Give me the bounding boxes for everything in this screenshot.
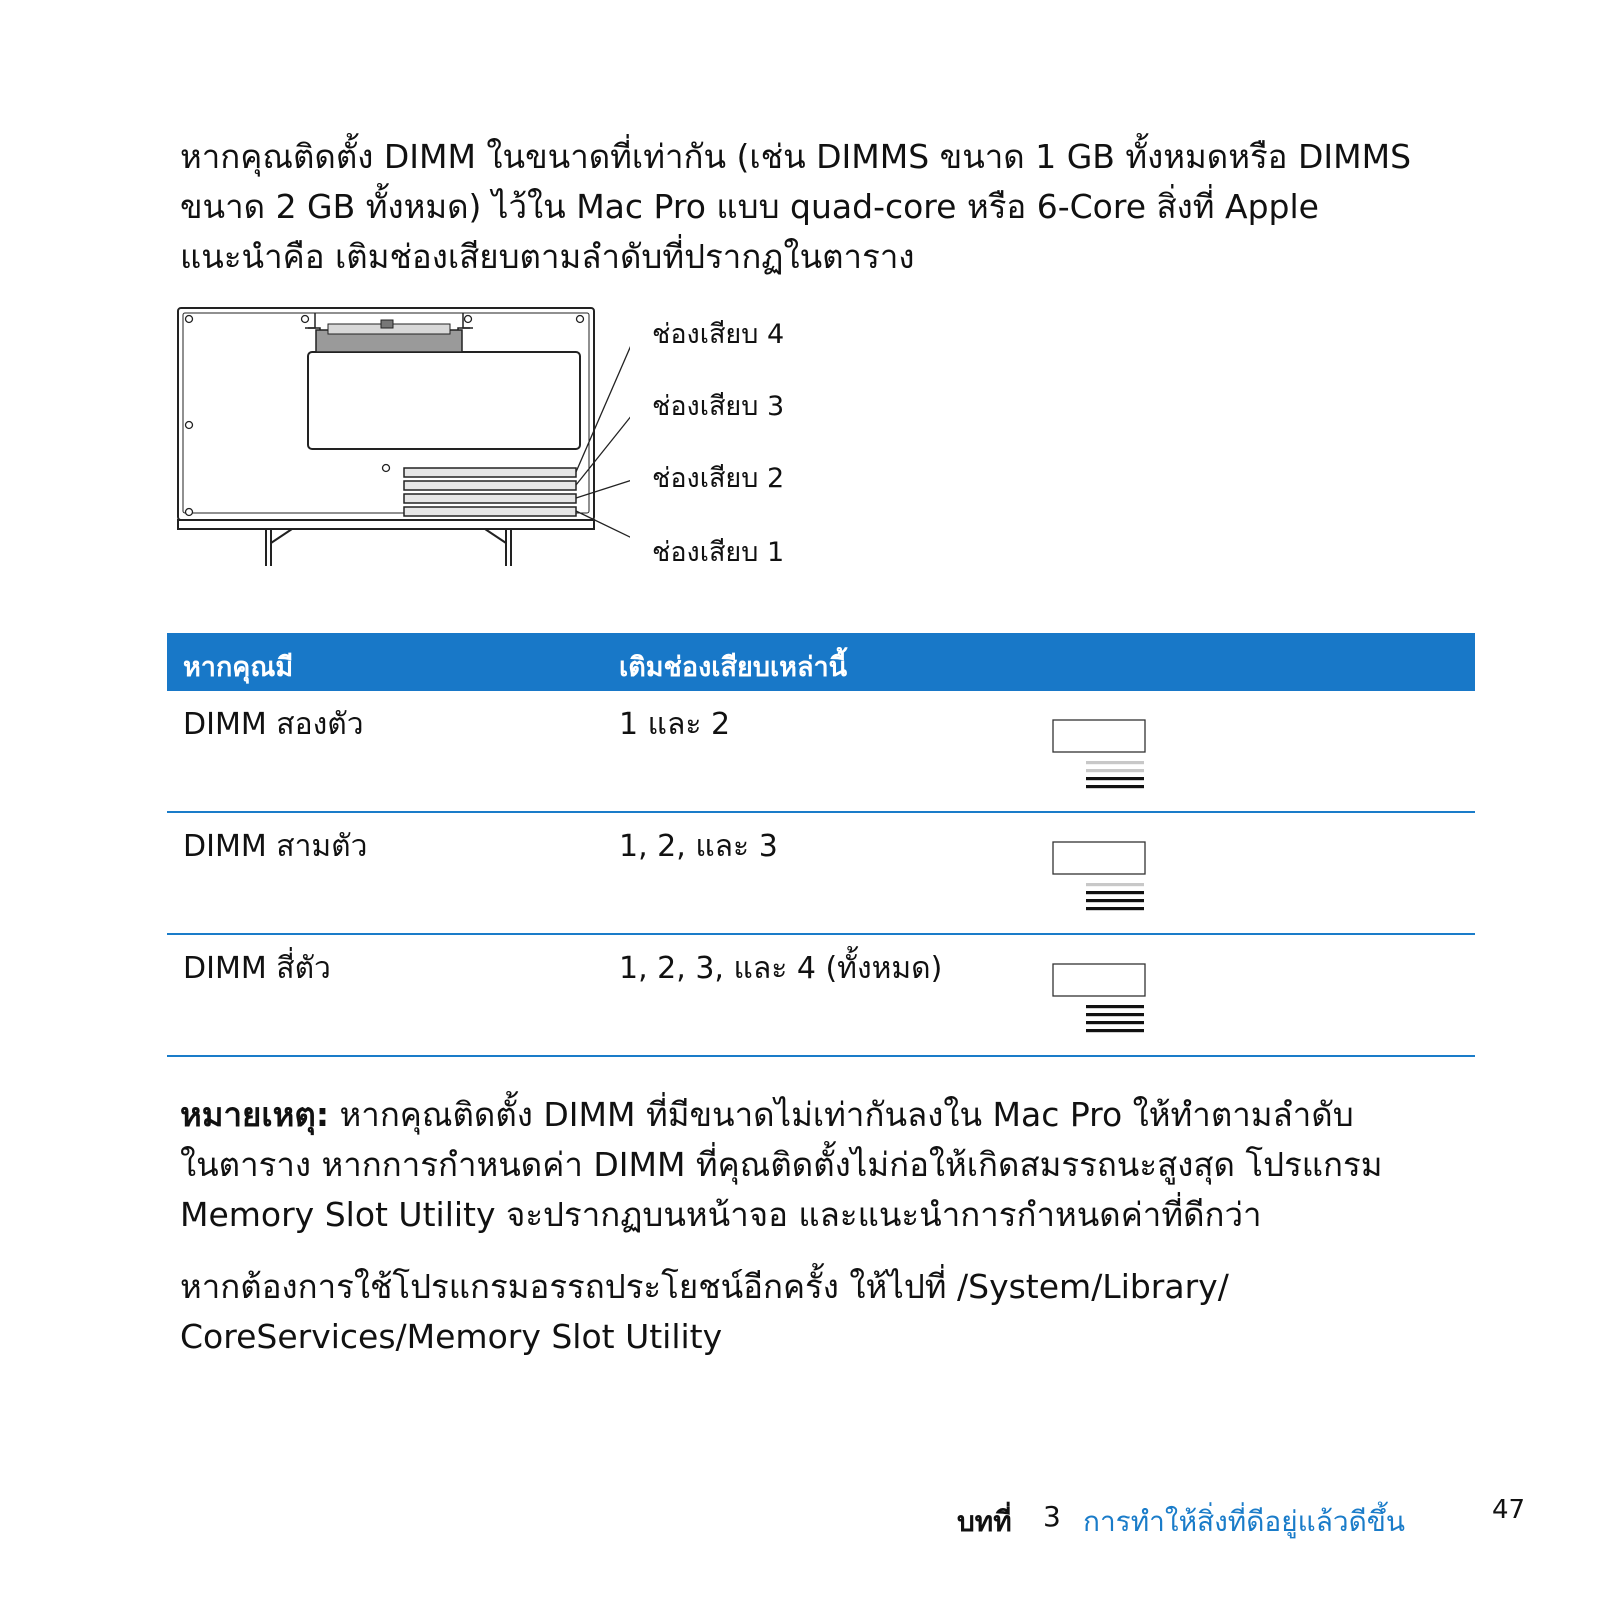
- dimm-count-cell: DIMM สองตัว: [183, 707, 364, 742]
- intro-line-1: หากคุณติดตั้ง DIMM ในขนาดที่เท่ากัน (เช่น DIMMS ขนาด 1 GB ทั้งหมดหรือ DIMMS: [180, 137, 1412, 176]
- intro-paragraph: [180, 132, 1480, 282]
- mini-slot-2: [1086, 899, 1144, 902]
- slot-4-label: ช่องเสียบ 4: [652, 319, 785, 350]
- mini-slot-1: [1086, 785, 1144, 788]
- dimm-count-cell: DIMM สี่ตัว: [183, 951, 331, 986]
- utility-path-paragraph: [180, 1262, 1480, 1362]
- slots-cell: 1, 2, 3, และ 4 (ทั้งหมด): [619, 951, 943, 986]
- note-line-1: หากคุณติดตั้ง DIMM ที่มีขนาดไม่เท่ากันลงใน Mac Pro ให้ทำตามลำดับ: [329, 1095, 1354, 1134]
- mini-slot-3: [1086, 769, 1144, 772]
- mini-slot-1: [1086, 1029, 1144, 1032]
- table-row: [167, 691, 1475, 813]
- footer-chapter-label: บทที่: [957, 1505, 1012, 1538]
- mini-processor-box: [1053, 720, 1145, 752]
- table-row: [167, 935, 1475, 1057]
- dimm-slot-table: [167, 633, 1475, 1057]
- mini-processor-box: [1053, 964, 1145, 996]
- slot-fill-diagram: [1052, 719, 1146, 793]
- memory-tray-diagram: [170, 300, 630, 590]
- header-col-fill: เติมช่องเสียบเหล่านี้: [619, 652, 848, 683]
- mini-processor-box: [1053, 842, 1145, 874]
- intro-line-3: แนะนำคือ เติมช่องเสียบตามลำดับที่ปรากฏในตาราง: [180, 237, 915, 276]
- header-col-have: หากคุณมี: [183, 652, 294, 683]
- mini-slot-4: [1086, 883, 1144, 886]
- mini-slot-3: [1086, 1013, 1144, 1016]
- note-line-2: ในตาราง หากการกำหนดค่า DIMM ที่คุณติดตั้งไม่ก่อให้เกิดสมรรถนะสูงสุด โปรแกรม: [180, 1145, 1383, 1184]
- path-line-2: CoreServices/Memory Slot Utility: [180, 1317, 723, 1356]
- path-line-1: หากต้องการใช้โปรแกรมอรรถประโยชน์อีกครั้ง ให้ไปที่ /System/Library/: [180, 1267, 1229, 1306]
- footer-chapter-title: การทำให้สิ่งที่ดีอยู่แล้วดีขึ้น: [1083, 1505, 1406, 1538]
- note-label: หมายเหตุ:: [180, 1095, 330, 1134]
- slots-cell: 1, 2, และ 3: [619, 829, 778, 864]
- mini-slot-4: [1086, 1005, 1144, 1008]
- slot-fill-diagram: [1052, 841, 1146, 915]
- footer-chapter-number: 3: [1043, 1500, 1061, 1533]
- mini-slot-1: [1086, 907, 1144, 910]
- table-row: [167, 813, 1475, 935]
- page-number: 47: [1492, 1495, 1526, 1525]
- mini-slot-3: [1086, 891, 1144, 894]
- slot-2-label: ช่องเสียบ 2: [652, 463, 785, 494]
- slot-1-label: ช่องเสียบ 1: [652, 537, 785, 568]
- mini-slot-4: [1086, 761, 1144, 764]
- mini-slot-2: [1086, 777, 1144, 780]
- dimm-count-cell: DIMM สามตัว: [183, 829, 368, 864]
- table-header: [167, 633, 1475, 691]
- mini-slot-2: [1086, 1021, 1144, 1024]
- slot-fill-diagram: [1052, 963, 1146, 1037]
- slot-3-label: ช่องเสียบ 3: [652, 391, 785, 422]
- note-paragraph: [180, 1090, 1480, 1240]
- note-line-3: Memory Slot Utility จะปรากฏบนหน้าจอ และแนะนำการกำหนดค่าที่ดีกว่า: [180, 1195, 1262, 1234]
- intro-line-2: ขนาด 2 GB ทั้งหมด) ไว้ใน Mac Pro แบบ quad-core หรือ 6-Core สิ่งที่ Apple: [180, 187, 1319, 226]
- slots-cell: 1 และ 2: [619, 707, 731, 742]
